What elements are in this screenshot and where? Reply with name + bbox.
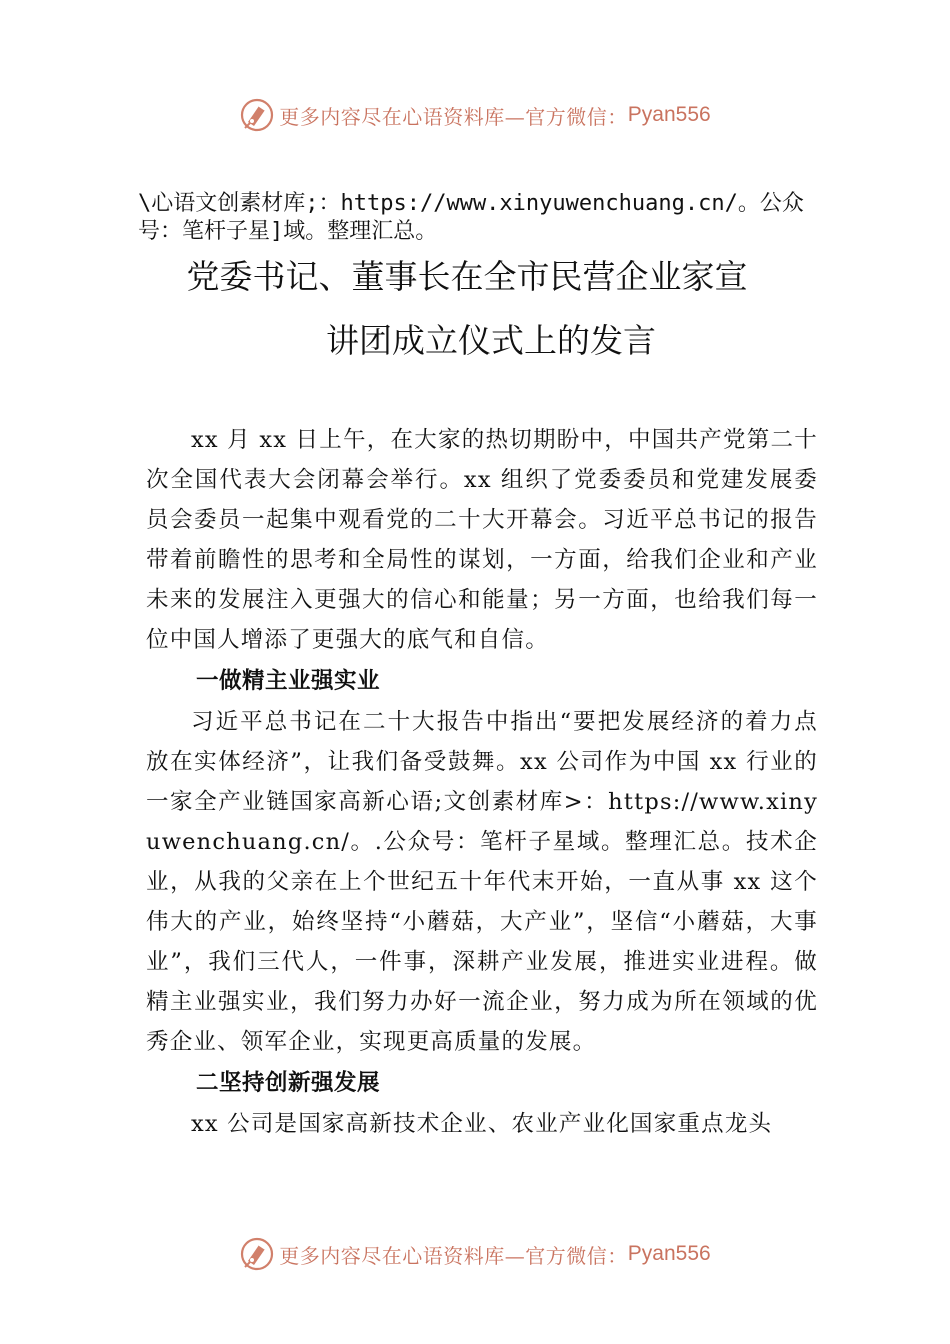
header-banner [0,91,950,139]
section-heading-2: 二坚持创新强发展 [196,1070,381,1096]
section-heading-1: 一做精主业强实业 [196,668,381,694]
footer-banner [0,1230,950,1278]
pen-nib-logo-icon [239,97,275,133]
paragraph-3: xx 公司是国家高新技术企业、农业产业化国家重点龙头 [191,1111,773,1137]
banner-text: 更多内容尽在心语资料库—官方微信： [279,104,628,129]
banner-wechat-id: Pyan556 [627,1242,711,1265]
banner-text: 更多内容尽在心语资料库—官方微信： [279,1243,628,1268]
document-title-line-2: 讲团成立仪式上的发言 [326,321,656,360]
document-body [146,420,818,1144]
source-note: \心语文创素材库;：https://www.xinyuwenchuang.cn/。公众号：笔杆子星]域。整理汇总。 [138,191,804,244]
paragraph-2: 习近平总书记在二十大报告中指出“要把发展经济的着力点放在实体经济”，让我们备受鼓舞。xx 公司作为中国 xx 行业的一家全产业链国家高新心语;文创素材库>：https://www.xinyuwenchuang.cn/。.公众号：笔杆子星域。整理汇总。技术企业，从我的父亲在上个世纪五十年代末开始，一直从事 xx 这个伟大的产业，始终坚持“小蘑菇，大产业”，坚信“小蘑菇，大事业”，我们三代人，一件事，深耕产业发展，推进实业进程。做精主业强实业，我们努力办好一流企业，努力成为所在领域的优秀企业、领军企业，实现更高质量的发展。 [146,709,818,1055]
paragraph-1: xx 月 xx 日上午，在大家的热切期盼中，中国共产党第二十次全国代表大会闭幕会举行。xx 组织了党委委员和党建发展委员会委员一起集中观看党的二十大开幕会。习近平总书记的报告带着前瞻性的思考和全局性的谋划，一方面，给我们企业和产业未来的发展注入更强大的信心和能量；另一方面，也给我们每一位中国人增添了更强大的底气和自信。 [146,427,818,653]
banner-wechat-id: Pyan556 [627,103,711,126]
pen-nib-logo-icon [239,1236,275,1272]
document-title-line-1: 党委书记、董事长在全市民营企业家宣 [186,257,748,296]
